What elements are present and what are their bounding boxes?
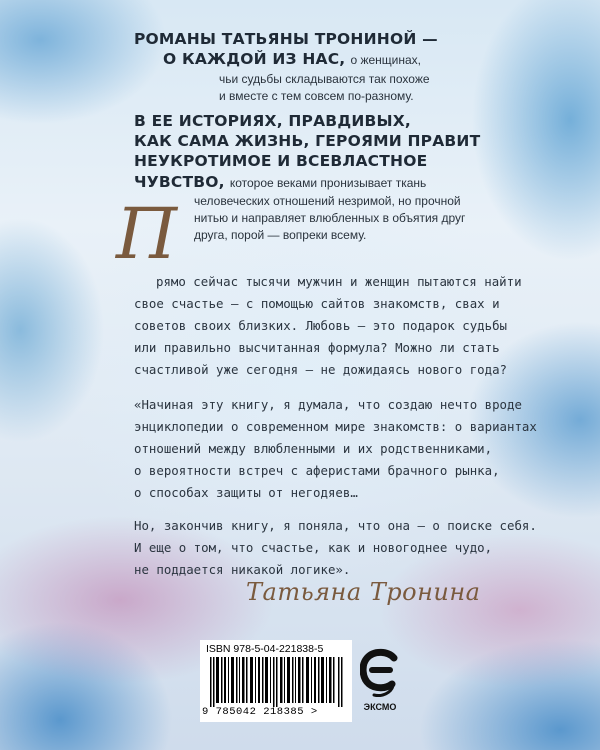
- stories-line-2: КАК САМА ЖИЗНЬ, ГЕРОЯМИ ПРАВИТ: [134, 132, 481, 150]
- author-signature: Татьяна Тронина: [246, 578, 481, 606]
- barcode-panel: [200, 640, 352, 722]
- eksmo-logo-icon: [360, 648, 400, 700]
- author-name-highlight: ТАТЬЯНЫ ТРОНИНОЙ: [221, 30, 417, 48]
- quote1-line: отношений между влюбленными и их родственниками,: [134, 441, 493, 456]
- para1-line: свое счастье — с помощью сайтов знакомств, свах и: [134, 296, 500, 311]
- intro-caps: О КАЖДОЙ ИЗ НАС,: [163, 50, 346, 68]
- para1-line: рямо сейчас тысячи мужчин и женщин пытаются найти: [156, 274, 522, 289]
- intro-line-2: [163, 49, 421, 68]
- intro-line-1: [134, 30, 438, 48]
- quote2-line: И еще о том, что счастье, как и новогоднее чудо,: [134, 540, 493, 555]
- para1-line: советов своих близких. Любовь — это подарок судьбы: [134, 318, 507, 333]
- stories-line-6: нитью и направляет влюбленных в объятия друг: [194, 211, 466, 225]
- quote1-line: о вероятности встреч с аферистами брачного рынка,: [134, 463, 500, 478]
- intro-text: РОМАНЫ: [134, 30, 222, 48]
- stories-line-4: [134, 172, 426, 191]
- intro-small: о женщинах,: [350, 53, 422, 67]
- para1-line: или правильно высчитанная формула? Можно ли стать: [134, 340, 500, 355]
- quote1-line: энциклопедии о современном мире знакомств: о вариантах: [134, 419, 537, 434]
- stories-line-7: друга, порой — вопреки всему.: [194, 228, 367, 242]
- quote2-line: Но, закончив книгу, я поняла, что она — о поиске себя.: [134, 518, 537, 533]
- stories-line-1: В ЕЕ ИСТОРИЯХ, ПРАВДИВЫХ,: [134, 112, 412, 130]
- quote2-line: не поддается никакой логике».: [134, 562, 351, 577]
- intro-dash: —: [416, 30, 438, 48]
- stories-caps: ЧУВСТВО,: [134, 173, 225, 191]
- stories-small: которое веками пронизывает ткань: [229, 176, 427, 190]
- stories-line-5: человеческих отношений незримой, но прочной: [194, 194, 461, 208]
- publisher-name: ЭКСМО: [363, 702, 397, 712]
- stories-line-3: НЕУКРОТИМОЕ И ВСЕВЛАСТНОЕ: [134, 152, 428, 170]
- quote1-line: о способах защиты от негодяев…: [134, 485, 358, 500]
- drop-cap-letter: П: [116, 193, 178, 275]
- intro-line-3: чьи судьбы складываются так похоже: [219, 72, 430, 86]
- quote1-line: «Начиная эту книгу, я думала, что создаю нечто вроде: [134, 397, 522, 412]
- barcode-bars: [210, 657, 346, 707]
- barcode-digits: 9 785042 218385 >: [202, 706, 318, 718]
- para1-line: счастливой уже сегодня — не дожидаясь нового года?: [134, 362, 507, 377]
- isbn-text: ISBN 978-5-04-221838-5: [206, 643, 324, 655]
- intro-line-4: и вместе с тем совсем по-разному.: [219, 89, 414, 103]
- publisher-logo: [358, 648, 402, 726]
